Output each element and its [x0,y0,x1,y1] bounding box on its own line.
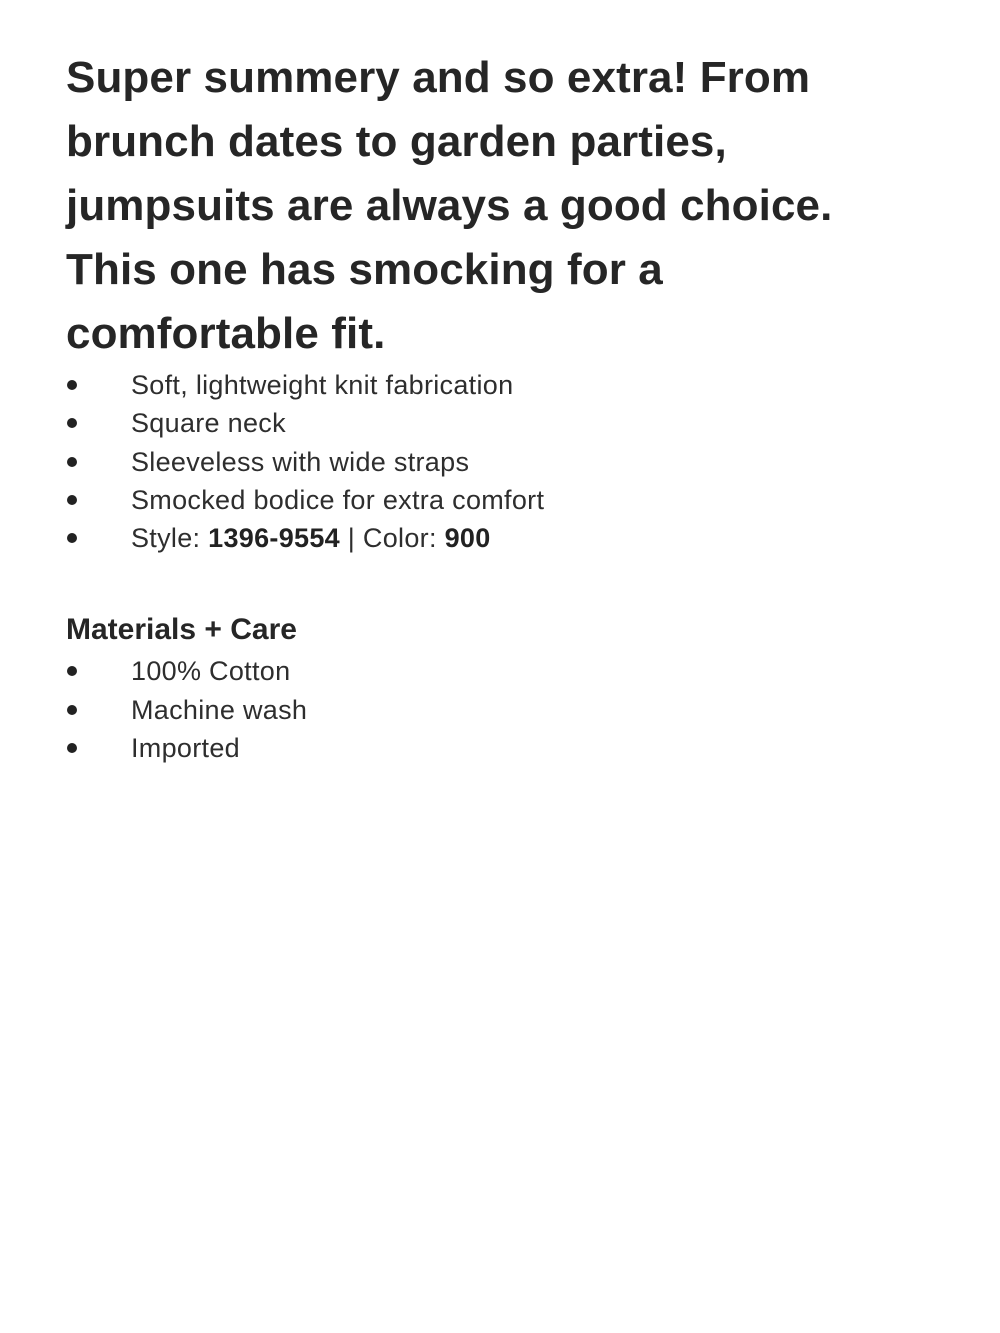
style-color-item [66,519,946,557]
color-code: 900 [444,523,491,554]
feature-list [66,366,946,557]
bullet-icon [67,705,77,715]
bullet-icon [67,418,77,428]
product-description [66,46,946,366]
bullet-icon [67,380,77,390]
list-item [66,443,946,481]
separator: | [347,523,356,554]
description-line: jumpsuits are always a good choice. [66,181,833,230]
list-item [66,481,946,519]
bullet-icon [67,743,77,753]
description-line: This one has smocking for a [66,245,663,294]
description-line: brunch dates to garden parties, [66,117,727,166]
feature-text: Smocked bodice for extra comfort [131,484,545,515]
bullet-icon [67,457,77,467]
materials-care-list [66,652,946,767]
care-text: 100% Cotton [131,656,291,687]
feature-text: Sleeveless with wide straps [131,446,470,477]
bullet-icon [67,495,77,505]
description-line: comfortable fit. [66,309,386,358]
list-item [66,652,946,690]
care-text: Machine wash [131,694,308,725]
feature-text: Soft, lightweight knit fabrication [131,370,514,400]
description-line: Super summery and so extra! From [66,53,811,102]
feature-text: Square neck [131,408,286,439]
style-label: Style: [131,523,201,554]
list-item [66,404,946,442]
product-details [66,46,946,767]
materials-care-heading: Materials + Care [66,613,297,647]
care-text: Imported [131,733,240,764]
bullet-icon [67,533,77,543]
list-item [66,729,946,767]
list-item [66,366,946,404]
list-item [66,691,946,729]
color-label: Color: [362,523,437,554]
style-number: 1396-9554 [208,523,340,554]
bullet-icon [67,666,77,676]
